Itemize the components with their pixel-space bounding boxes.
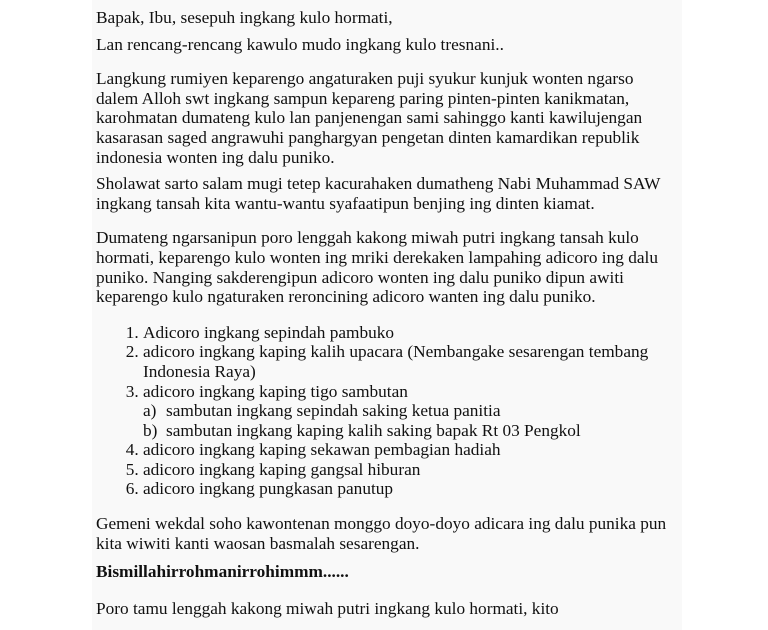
greeting-line-1: Bapak, Ibu, sesepuh ingkang kulo hormati, <box>96 8 393 27</box>
agenda-list <box>96 323 678 499</box>
agenda-item-text: Adicoro ingkang sepindah pambuko <box>143 322 395 342</box>
agenda-item-3 <box>143 382 678 441</box>
paragraph-sholawat: Sholawat sarto salam mugi tetep kacurahaken dumatheng Nabi Muhammad SAW ingkang tansah kita wantu-wantu syafaatipun benjing ing dinten kiamat. <box>96 174 661 213</box>
agenda-item-2 <box>143 342 678 381</box>
document-body <box>96 8 678 618</box>
sub-item-a <box>143 401 678 421</box>
agenda-item-6 <box>143 479 678 499</box>
sub-item-b <box>143 421 678 441</box>
paragraph-closing: Gemeni wekdal soho kawontenan monggo doyo-doyo adicara ing dalu punika pun kita wiwiti kanti waosan basmalah sesarengan. <box>96 514 667 553</box>
sub-item-label: b) <box>143 420 158 440</box>
agenda-item-text: adicoro ingkang kaping tigo sambutan <box>143 381 408 401</box>
greeting-line-2: Lan rencang-rencang kawulo mudo ingkang kulo tresnani.. <box>96 34 504 54</box>
agenda-item-text: adicoro ingkang kaping kalih upacara (Nembangake sesarengan tembang Indonesia Raya) <box>143 342 649 381</box>
paragraph-intro-agenda: Dumateng ngarsanipun poro lenggah kakong miwah putri ingkang tansah kulo hormati, keparengo kulo wonten ing mriki derekaken lampahing adicoro ing dalu puniko. Nanging sakderengipun adicoro wonten ing dalu puniko dipun awiti keparengo kulo ngaturaken reroncining adicoro wanten ing dalu puniko. <box>96 228 658 307</box>
agenda-item-4 <box>143 440 678 460</box>
paragraph-final: Poro tamu lenggah kakong miwah putri ingkang kulo hormati, kito <box>96 598 559 618</box>
sub-item-text: sambutan ingkang sepindah saking ketua panitia <box>166 401 501 421</box>
document-page <box>92 0 682 630</box>
agenda-item-5 <box>143 460 678 480</box>
agenda-item-1 <box>143 323 678 343</box>
agenda-item-text: adicoro ingkang kaping gangsal hiburan <box>143 459 421 479</box>
sub-item-label: a) <box>143 401 157 421</box>
agenda-item-text: adicoro ingkang pungkasan panutup <box>143 479 394 499</box>
sambutan-sublist <box>143 401 678 440</box>
basmalah-heading: Bismillahirrohmanirrohimmm...... <box>96 562 349 582</box>
paragraph-opening: Langkung rumiyen keparengo angaturaken puji syukur kunjuk wonten ngarso dalem Alloh swt ingkang sampun kepareng paring pinten-pinten kanikmatan, karohmatan dumateng kulo lan panjenengan sami sahinggo kanti kawilujengan kasarasan saged angrawuhi panghargyan pengetan dinten kamardikan republik indonesia wonten ing dalu puniko. <box>96 69 643 167</box>
agenda-item-text: adicoro ingkang kaping sekawan pembagian hadiah <box>143 440 501 460</box>
sub-item-text: sambutan ingkang kaping kalih saking bapak Rt 03 Pengkol <box>166 420 581 440</box>
